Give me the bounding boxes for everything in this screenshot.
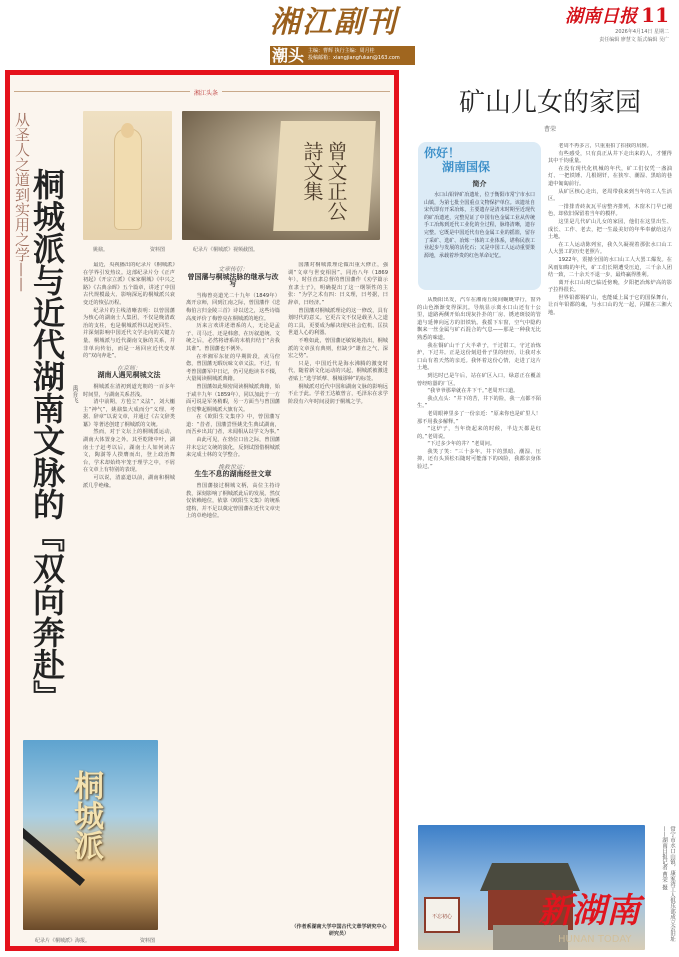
photo-caption: 常宁市水口山镇，康家湾工人俱乐部成立会旧址——湖南日报记者 曹荣 摄 xyxy=(661,826,675,942)
paragraph: 1922年，震撼全国的水口山工人大罢工爆发。在风雨如晦的年代，矿工们长期遭受压迫，三千余人团结一致，二十余天不退一步，最终赢得胜利。 xyxy=(548,256,672,279)
paragraph: 由此可见，在勃位口齿之际，曾国藩并未忘记文统的演化，反倒试图借桐城派来完成士林的文学整合。 xyxy=(186,437,280,459)
paragraph: 我笑了笑：“三十多年。井下的黑暗、潮湿、压抑，还有头顶松石随时可能落下的凶险，我都亲身体验过。” xyxy=(417,448,541,471)
paragraph: 国藩对桐城派理论做出重大修正，强调“文章与世变相因”。同治八年（1869年），时任直隶总督的曾国藩作《劝学篇示直隶士子》，明确提出了这一纲领性的主张：“为学之术有四：曰义理，曰考据，曰辞章，曰经济。” xyxy=(288,262,388,306)
paragraph: 有些感受，只有真正从井下走出来的人，才懂得其中千钧重量。 xyxy=(548,150,672,165)
text-column-1 xyxy=(83,262,175,732)
subhead-2-kicker: 文章传衍： xyxy=(217,266,248,273)
section-tag: 湘江头条 xyxy=(190,88,222,97)
paragraph: 一排排青砖灰瓦平房整齐排列，木窗木门早已褪色，却依旧保留着当年的模样。 xyxy=(548,203,672,218)
poster-caption: 纪录片《桐城派》海报。 xyxy=(35,938,91,944)
paragraph: 曾国藩接过桐城文柄，高位主持诗教，深刻影响了桐城派此后的发展。然仅仅依赖地位，依靠《欧阳生文集》的统系建构，并不足以奠定曾国藩在近代文章史上的卓绝地位。 xyxy=(186,483,280,520)
subhead-3-kicker: 挽救世运： xyxy=(217,463,248,471)
masthead-bar xyxy=(270,46,415,65)
paragraph: 然而，对于文坛上的桐城派运动，湖南大体置身之外。其至乾隆中叶，湖南士子赶考以后，湖南士人如何读古文，陶澍等人揆膺而出，登上政治舞台，学术却始终牢笼于理学之中，不屑在文章上有特别的表现。 xyxy=(83,429,175,474)
paragraph: 在没有现代化机械的年代，矿工们仅凭一盏油灯、一把铁锤、几根钢钎，在狭窄、潮湿、黑暗的巷道中匍匐前行。 xyxy=(548,165,672,187)
text-column-3 xyxy=(288,262,388,916)
paragraph: 在工人运动陈列室，我久久凝视着那张水口山工人大罢工的历史老照片。 xyxy=(548,241,672,256)
paragraph: “下过多少年的井？”老周问。 xyxy=(427,441,496,448)
page-number: 11 xyxy=(641,3,669,27)
column-title: 潮头 xyxy=(272,46,305,65)
issue-date: 2026年4月14日 星期二 xyxy=(615,29,669,35)
paragraph: 到达时已是午后，站在矿区入口，绿意正在覆盖曾经喧嚣的厂区。 xyxy=(417,372,541,387)
article-subtitle: 从圣人之道到实用之学—— xyxy=(13,112,31,292)
subhead-1-kicker: 在京师： xyxy=(116,364,141,372)
right-article-author: 曹荣 xyxy=(543,126,556,133)
paragraph: 历来言欢讲述谱系的人，无论是孟子、司马迁、还是韩愈，在历叙道统、文统之后，必然将谱系的末梢归结于“舍我其谁”。曾国藩也不例外。 xyxy=(186,323,280,352)
paragraph: 桐城派对近代中国和湖南文脉的影响远不止于此。学者王达敏曾言，毛泽东在求学阶段有六年时间浸润于桐城之学。 xyxy=(288,383,388,405)
watermark-en: HUNAN TODAY xyxy=(558,934,632,945)
paragraph: 世界铅都锡矿山，也能砥上属于它的国保舞台，让百年铅都的魂，与水口山的光一起，闪耀在三湘大地。 xyxy=(548,294,672,317)
masthead-email: 投稿邮箱：xiangjiangfukan@163.com xyxy=(308,55,400,61)
photo1-caption: 姚鼐。 xyxy=(93,247,109,253)
right-column-2 xyxy=(548,143,672,809)
paragraph: 清中前期，方苞立“义法”，刘大櫆主“神气”，姚鼐集大成而分“义理、考据、辞章”以说文章，并通过《古文辞类纂》等著述创建了桐城派的文统。 xyxy=(83,399,175,428)
paragraph: 桐城派在清初到道光朝的一百多年时间里，与湖南关系甚浅。 xyxy=(83,383,175,398)
paragraph: 只是，中国近代是海水沸腾的激变时代，随着新文化运动的兴起，桐城派被激进者贴上“选学妖孽、桐城谬种”的标签。 xyxy=(288,360,388,382)
box-heading: 简介 xyxy=(472,180,487,188)
paragraph: 当梅曾亮道光二十九年（1849年）离开京师，回到江南之际，曾国藩作《送梅伯言归金陵三首》诗以送之，这些诗篇高度评价了梅曾亮在桐城派的地位。 xyxy=(186,292,280,322)
subhead-3: 生生不息的湖南经世文章 xyxy=(194,470,272,479)
paragraph: 老周不再多言，只重重拍了拍我的肩膀。 xyxy=(558,143,652,149)
masthead-editors: 主编：曹辉 执行主编：周月桂 xyxy=(308,48,375,54)
right-column-1 xyxy=(417,297,541,809)
article-title: 桐城派与近代湖南文脉的『双向奔赴』 xyxy=(28,168,66,712)
photo2-caption: 纪录片《桐城派》视频截图。 xyxy=(193,247,259,253)
box-hello: 你好！ xyxy=(424,146,461,160)
watermark-logo: 新湖南 xyxy=(538,891,640,931)
paper-header xyxy=(565,2,669,44)
author-signature: （作者系湖南大学中国古代文章学研究中心研究员） xyxy=(291,924,387,937)
paragraph: 曾国藩对桐城派理论的这一修改，具有划时代的意义。它更古文不仅是载圣人之道的工具，更要成为解决现实社会危机、匡扶世道人心的利器。 xyxy=(288,307,388,337)
paragraph: 从矿区核心走出，老周带我来到当年的工人生活区。 xyxy=(548,188,672,203)
masthead xyxy=(270,6,415,64)
article-author: 禹育飞 xyxy=(71,385,78,403)
paper-name: 湖南日报 xyxy=(565,6,638,27)
page-editors: 责任编辑 廖慧文 版式编辑 吴广 xyxy=(599,37,669,43)
paragraph: 从衡阳出发，汽车在湘南丘陵间蜿蜒穿行，窗外的山色渐渐变得深沉。导航显示离水口山还有十公里，道路两侧开始出现灰扑扑的厂房、锈迹斑驳的管道与延伸向远方的旧铁轨。我摇下车窗，空气中隐约飘来一丝金属与矿石混合的气息——那是一种我无比熟悉的味道。 xyxy=(417,297,541,341)
paragraph: 在率湘军东征的早期阶段，戎马倥偬，曾国藩无暇玩味文章义法。不过，有考曾国藩军中日记，仍可见他读书不辍，大量阅读桐城派典籍。 xyxy=(186,353,280,383)
sign-board: 不忘初心 xyxy=(424,897,460,933)
heritage-intro-box xyxy=(418,142,541,290)
box-text: 水口山铅锌矿冶遗址，位于衡阳市常宁市水口山镇，为第七批全国重点文物保护单位。该遗址自宋代即有开采冶炼，主要遗存是清末时期至近现代的矿冶遗迹，完整见证了中国有色金属工业从传统手工冶炼到近代工业化的全过程，脉络清晰，遗存完整。它既是中国近代有色金属工业的摇篮，留存了采矿、选矿、冶炼一体的工业体系，堪称民族工业起步与发展的活化石；又是中国工人运动重要策源地，承载着珍贵的红色革命记忆。 xyxy=(424,192,535,259)
masthead-name: 湘江副刊 xyxy=(270,5,398,40)
right-article-title: 矿山儿女的家园 xyxy=(458,88,641,118)
paragraph: 老周眼神里多了一份亲近：“原来你也是矿里人！那不用我多解释。” xyxy=(417,410,541,425)
paragraph: 我点点头：“井下的苦，井下的险，我一点都不陌生。” xyxy=(417,395,541,410)
text-column-2 xyxy=(186,262,280,937)
paragraph: 这里是几代矿山儿女的家园，他们在这里出生、成长、工作、老去，把一生最美好的年华奉献给这片土地。 xyxy=(548,218,672,241)
paragraph: “这炉子，当年烧起来的时候，半边天都是红的。”老周说。 xyxy=(417,426,541,440)
paragraph: 在《欧阳生文集序》中，曾国藩写道：“昔者，国藩尝怪姚先生典试湖南，而吾乡出其门者，未闻相从以学文为事。” xyxy=(186,414,280,436)
paragraph: “我爷爷那辈就在井下干。”老周开口道。 xyxy=(427,388,519,395)
subhead-1: 湖南人遇见桐城文法 xyxy=(97,371,161,380)
paragraph: 纪录片的主线清晰表明：以曾国藩为核心的湖南士人集团，不仅是晚清政治的支柱，也是桐城派得以起死回生、并深刻影响中国近代文学走向的关键力量。桐城派与近代湖南文脉的关系，并非单向传衍，而是一场回应近代变革的“双向奔赴”。 xyxy=(83,307,175,360)
box-name: 湖南国保 xyxy=(442,160,491,174)
poster-title: 桐城派 xyxy=(68,770,103,860)
paragraph: 离开水口山时已临近傍晚，夕阳把冶炼炉高的影子拉得很长。 xyxy=(548,279,672,294)
paragraph: 曾国藩如此频密阅读桐城派典籍，始于咸丰九年（1859年），同以加此于一方面可说是军务稍暇，另一方面当与曾国藩自觉擎起桐城派大旗有关。 xyxy=(186,383,280,413)
paragraph: 不唯如此，曾国藩还敏锐地指出，桐城派的文章虽有典则，但缺少“雄直之气、深宏之势”。 xyxy=(288,337,388,360)
documentary-poster xyxy=(23,740,158,930)
paragraph: 我在铜矿山干了大半辈子，干过钳工，守过冶炼炉，下过井。正是这份刻进骨子里的经历，让我对水口山有着天然的亲近。我怀着这份心情，走进了这片土地。 xyxy=(417,342,541,372)
subhead-2: 曾国藩与桐城法脉的继承与改写 xyxy=(187,272,279,289)
photo1-credit: 资料图 xyxy=(150,247,166,253)
paragraph: 最近，央视播出的纪录片《桐城派》在学界引发热议。这部纪录片分《正声初起》《开宗立派》《家家桐城》《中兴之路》《古典余晖》五个篇章，讲述了中国古代规模最大、影响深远的桐城派兴衰变迁的恢弘历程。 xyxy=(83,262,175,306)
poster-credit: 资料图 xyxy=(140,938,156,944)
portrait-photo xyxy=(83,111,172,240)
paragraph: 可以说，清嘉道以前，湖南和桐城派几乎绝缘。 xyxy=(83,475,175,489)
book-photo: 曾文正公 詩文集 xyxy=(182,111,380,240)
heritage-building-photo xyxy=(418,825,645,950)
